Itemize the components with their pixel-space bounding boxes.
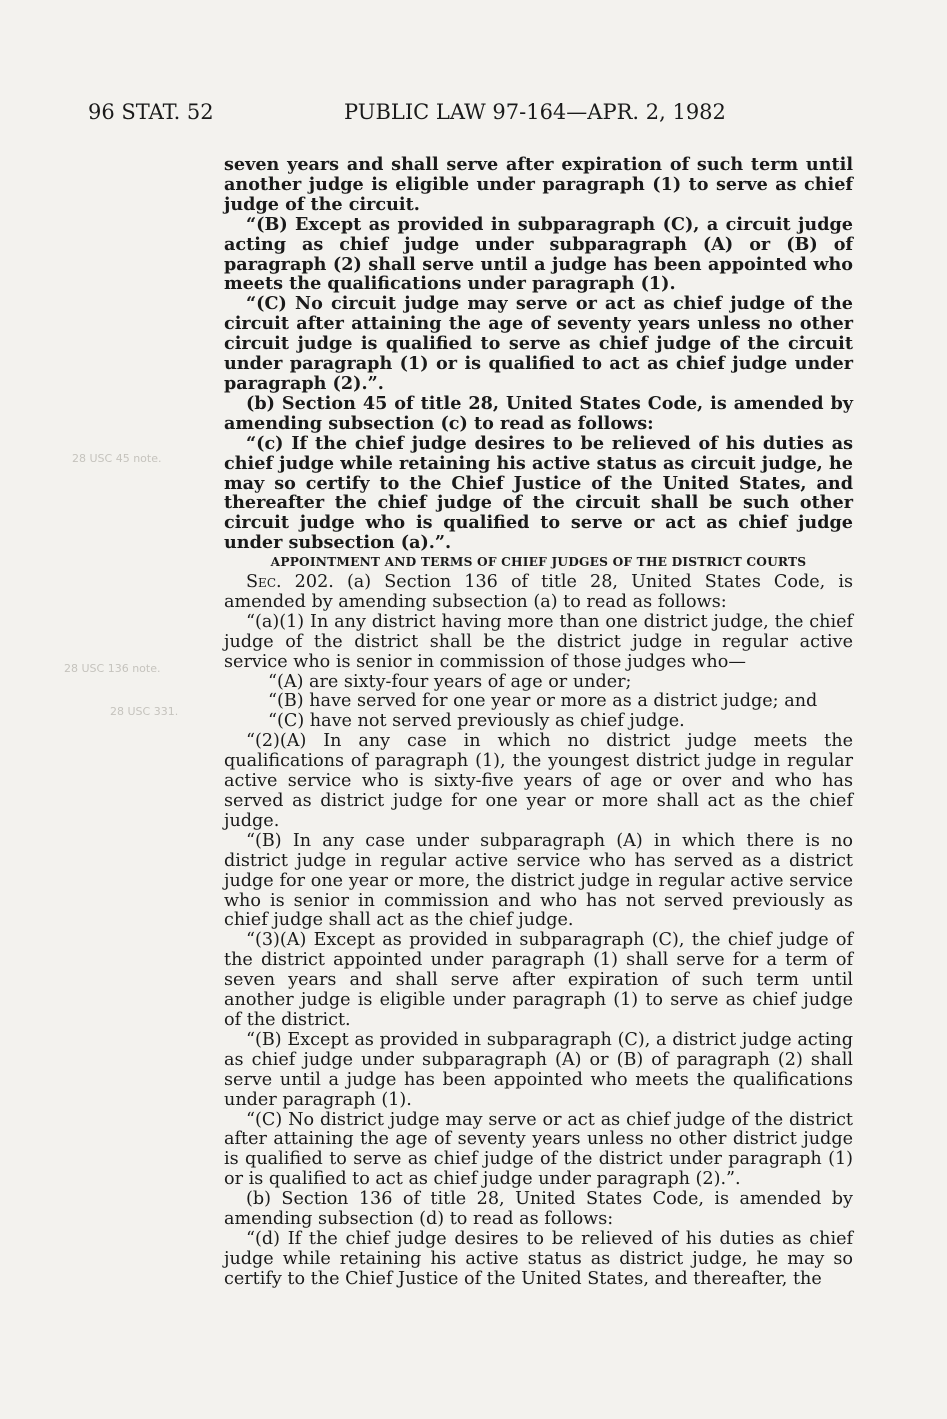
paragraph: “(B) Except as provided in subparagraph (C), a circuit judge acting as chief judge under subparagraph (A) or (B) of paragraph (2) shall serve until a judge has been appointed who meets the qualifications under paragraph (1). (224, 213, 853, 295)
section-heading: APPOINTMENT AND TERMS OF CHIEF JUDGES OF THE DISTRICT COURTS (270, 555, 807, 570)
paragraph: “(B) Except as provided in subparagraph (C), a district judge acting as chief judge under subparagraph (A) or (B) of paragraph (2) shall serve until a judge has been appointed who meets the qualifications under paragraph (1). (224, 1029, 853, 1110)
margin-note: 28 USC 45 note. (72, 452, 162, 465)
margin-note: 28 USC 136 note. (64, 662, 161, 675)
paragraph: “(C) No circuit judge may serve or act as chief judge of the circuit after attaining the age of seventy years unless no other circuit judge is qualified to serve as chief judge of the circuit under paragraph (1) or is qualified to act as chief judge under paragraph (2).”. (224, 293, 853, 394)
stat-reference: 96 STAT. 52 (88, 100, 214, 124)
paragraph: “(C) No district judge may serve or act as chief judge of the district after attaining the age of seventy years unless no other district judge is qualified to serve as chief judge of the district under paragraph (1) or is qualified to act as chief judge under paragraph (2).”. (224, 1109, 853, 1190)
paragraph (224, 573, 853, 613)
paragraph: seven years and shall serve after expiration of such term until another judge is eligible under paragraph (1) to serve as chief judge of the circuit. (224, 154, 853, 215)
paragraph: “(B) have served for one year or more as a district judge; and (268, 691, 818, 712)
paragraph: (b) Section 45 of title 28, United States Code, is amended by amending subsection (c) to read as follows: (224, 392, 853, 434)
section-text: 202. (a) Section 136 of title 28, United States Code, is amended by amending subsection (a) to read as follows: (224, 572, 853, 612)
paragraph: “(d) If the chief judge desires to be relieved of his duties as chief judge while retaining his active status as district judge, he may so certify to the Chief Justice of the United States, and thereafter, the (224, 1228, 853, 1289)
paragraph: “(B) In any case under subparagraph (A) in which there is no district judge in regular active service who has served as a district judge for one year or more, the district judge in regular active service who is senior in commission and who has not served previously as chief judge shall act as the chief judge. (224, 830, 853, 931)
law-title: PUBLIC LAW 97-164—APR. 2, 1982 (344, 100, 726, 124)
body-text (224, 155, 853, 1290)
paragraph: (b) Section 136 of title 28, United States Code, is amended by amending subsection (d) to read as follows: (224, 1189, 853, 1230)
paragraph: “(C) have not served previously as chief judge. (268, 711, 685, 732)
section-label: Sec. (246, 572, 282, 593)
paragraph: “(c) If the chief judge desires to be relieved of his duties as chief judge while retaining his active status as circuit judge, he may so certify to the Chief Justice of the United States, and thereafter the chief judge of the circuit shall be such other circuit judge who is qualified to serve or act as chief judge under subsection (a).”. (224, 432, 853, 554)
paragraph: “(a)(1) In any district having more than one district judge, the chief judge of the district shall be the district judge in regular active service who is senior in commission of those judges who— (224, 611, 853, 672)
paragraph: “(3)(A) Except as provided in subparagraph (C), the chief judge of the district appointed under paragraph (1) shall serve for a term of seven years and shall serve after expiration of such term until another judge is eligible under paragraph (1) to serve as chief judge of the district. (224, 930, 853, 1030)
margin-note: 28 USC 331. (110, 705, 179, 718)
paragraph: “(A) are sixty-four years of age or under; (268, 671, 632, 692)
paragraph: “(2)(A) In any case in which no district judge meets the qualifications of paragraph (1), the youngest district judge in regular active service who is sixty-five years of age or over and who has served as district judge for one year or more shall act as the chief judge. (224, 731, 853, 831)
page-header (88, 100, 851, 134)
